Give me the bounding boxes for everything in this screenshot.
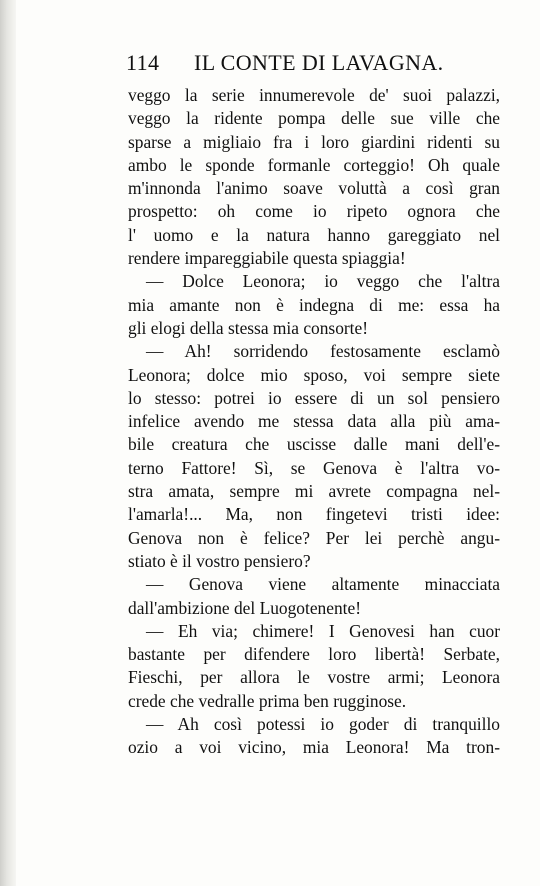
page-header <box>126 50 442 80</box>
text-line: Fieschi, per allora le vostre armi; Leonora <box>128 667 500 688</box>
text-line: bile creatura che uscisse dalle mani dell'e- <box>128 434 500 455</box>
body-text <box>128 84 500 760</box>
text-line: bastante per difendere loro libertà! Serbate, <box>128 644 500 665</box>
text-line: terno Fattore! Sì, se Genova è l'altra vo- <box>128 457 500 478</box>
text-line: stiato è il vostro pensiero? <box>128 550 311 571</box>
text-line: — Dolce Leonora; io veggo che l'altra <box>146 271 500 292</box>
text-line: l'amarla!... Ma, non fingetevi tristi idee: <box>128 504 500 525</box>
text-line: infelice avendo me stessa data alla più ama- <box>128 411 500 432</box>
text-line: ambo le sponde formanle corteggio! Oh quale <box>128 154 500 175</box>
text-line: — Eh via; chimere! I Genovesi han cuor <box>146 620 500 641</box>
text-line: lo stesso: potrei io essere di un sol pensiero <box>128 387 500 408</box>
text-line: crede che vedralle prima ben rugginose. <box>128 690 407 711</box>
text-line: l' uomo e la natura hanno gareggiato nel <box>128 224 500 245</box>
text-line: gli elogi della stessa mia consorte! <box>128 317 369 338</box>
text-line: sparse a migliaio fra i loro giardini ridenti su <box>128 131 500 152</box>
page-number: 114 <box>126 50 160 75</box>
text-line: veggo la serie innumerevole de' suoi palazzi, <box>128 85 500 105</box>
text-line: mia amante non è indegna di me: essa ha <box>128 294 500 315</box>
text-line: — Ah! sorridendo festosamente esclamò <box>146 341 500 362</box>
text-line: veggo la ridente pompa delle sue ville che <box>128 108 500 129</box>
text-line: stra amata, sempre mi avrete compagna nel- <box>128 481 500 502</box>
running-title: IL CONTE DI LAVAGNA. <box>194 50 444 75</box>
text-line: Genova non è felice? Per lei perchè angu- <box>128 527 500 548</box>
text-line: dall'ambizione del Luogotenente! <box>128 597 361 618</box>
text-line: rendere impareggiabile questa spiaggia! <box>128 248 406 269</box>
text-line: ozio a voi vicino, mia Leonora! Ma tron- <box>128 737 500 758</box>
text-line: — Genova viene altamente minacciata <box>146 574 500 595</box>
text-line: prospetto: oh come io ripeto ognora che <box>128 201 500 222</box>
text-line: Leonora; dolce mio sposo, voi sempre siete <box>128 364 500 385</box>
text-line: — Ah così potessi io goder di tranquillo <box>146 714 500 735</box>
text-line: m'innonda l'animo soave voluttà a così gran <box>128 178 500 199</box>
